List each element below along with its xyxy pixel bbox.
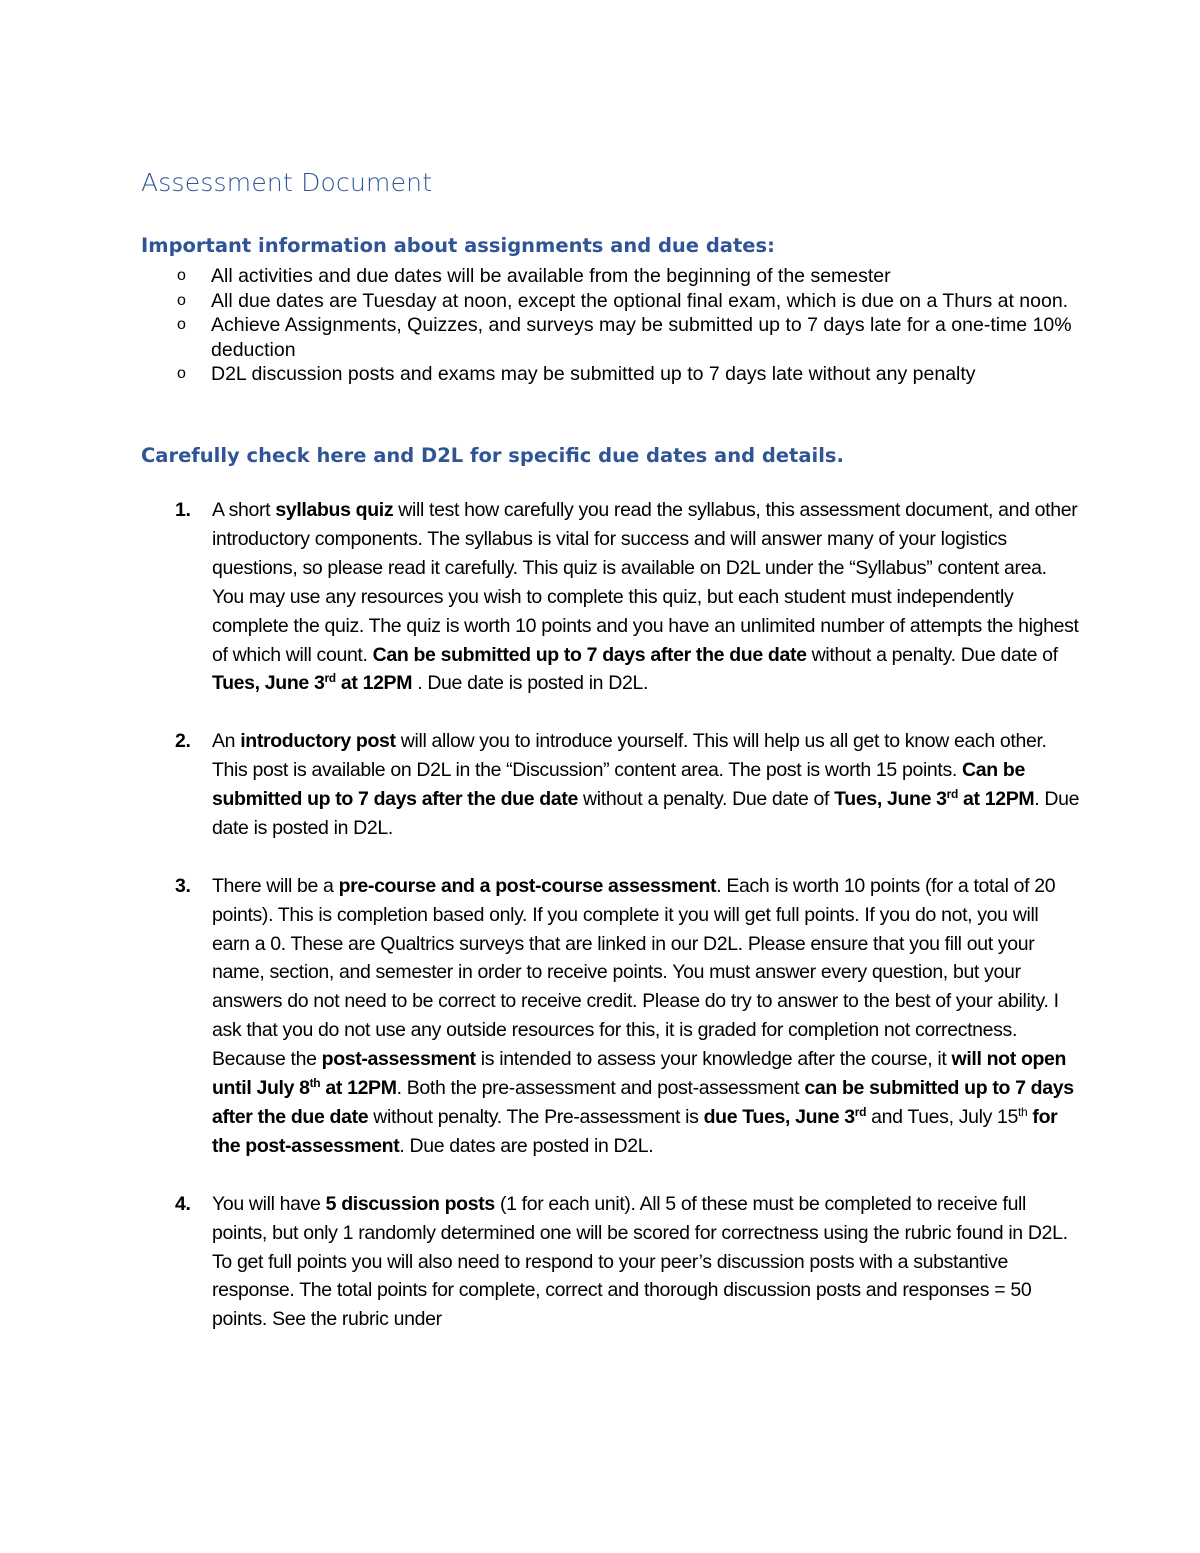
- item-text: There will be a pre-course and a post-course assessment. Each is worth 10 points (for a total of 20 points). This is completion based only. If you complete it you will get full points. If you do not, you will earn a 0. These are Qualtrics surveys that are linked in our D2L. Please ensure that you fill out your name, section, and semester in order to receive points. You must answer every question, but your answers do not need to be correct to receive credit. Please do try to answer to the best of your ability. I ask that you do not use any outside resources for this, it is graded for completion not correctness. Because the post-assessment is intended to assess your knowledge after the course, it will not open until July 8th at 12PM. Both the pre-assessment and post-assessment can be submitted up to 7 days after the due date without penalty. The Pre-assessment is due Tues, June 3rd and Tues, July 15th for the post-assessment. Due dates are posted in D2L.: [212, 874, 1074, 1157]
- assessment-item-list: [141, 496, 1081, 1363]
- item-number: 1.: [175, 499, 191, 521]
- page-title: Assessment Document: [141, 168, 433, 197]
- list-item: o D2L discussion posts and exams may be submitted up to 7 days late without any penalty: [177, 363, 976, 385]
- info-bullet-list: [141, 264, 1081, 387]
- item-number: 4.: [175, 1192, 191, 1215]
- item-number: 3.: [175, 874, 191, 897]
- item-text: An introductory post will allow you to introduce yourself. This will help us all get to know each other. This post is available on D2L in the “Discussion” content area. The post is worth 15 points. Can be submitted up to 7 days after the due date without a penalty. Due date of Tues, June 3rd at 12PM. Due date is posted in D2L.: [212, 730, 1080, 839]
- item-number: 2.: [175, 730, 191, 753]
- bullet-marker: o: [177, 267, 186, 284]
- list-item: o Achieve Assignments, Quizzes, and surveys may be submitted up to 7 days late for a one-time 10% deduction: [177, 314, 1072, 361]
- item-text: A short syllabus quiz will test how carefully you read the syllabus, this assessment document, and other introductory components. The syllabus is vital for success and will answer many of your logistics questions, so please read it carefully. This quiz is available on D2L under the “Syllabus” content area. You may use any resources you wish to complete this quiz, but each student must independently complete the quiz. The quiz is worth 10 points and you have an unlimited number of attempts the highest of which will count. Can be submitted up to 7 days after the due date without a penalty. Due date of Tues, June 3rd at 12PM . Due date is posted in D2L.: [212, 499, 1079, 695]
- important-info-heading: Important information about assignments and due dates:: [141, 234, 775, 257]
- assessment-item-introductory-post: [141, 727, 1081, 843]
- check-details-heading: Carefully check here and D2L for specific due dates and details.: [141, 444, 844, 467]
- list-item: o All activities and due dates will be available from the beginning of the semester: [177, 265, 891, 287]
- assessment-item-discussion-posts: [141, 1190, 1081, 1335]
- assessment-item-syllabus-quiz: [141, 496, 1081, 698]
- assessment-item-pre-post-assessment: [141, 872, 1081, 1161]
- list-item: o All due dates are Tuesday at noon, except the optional final exam, which is due on a Thurs at noon.: [177, 289, 1069, 312]
- bullet-marker: o: [177, 291, 186, 309]
- bullet-marker: o: [177, 365, 186, 382]
- item-text: You will have 5 discussion posts (1 for each unit). All 5 of these must be completed to receive full points, but only 1 randomly determined one will be scored for correctness using the rubric found in D2L. To get full points you will also need to respond to your peer’s discussion posts with a substantive response. The total points for complete, correct and thorough discussion posts and responses = 50 points. See the rubric under: [212, 1192, 1068, 1331]
- bullet-marker: o: [177, 316, 186, 333]
